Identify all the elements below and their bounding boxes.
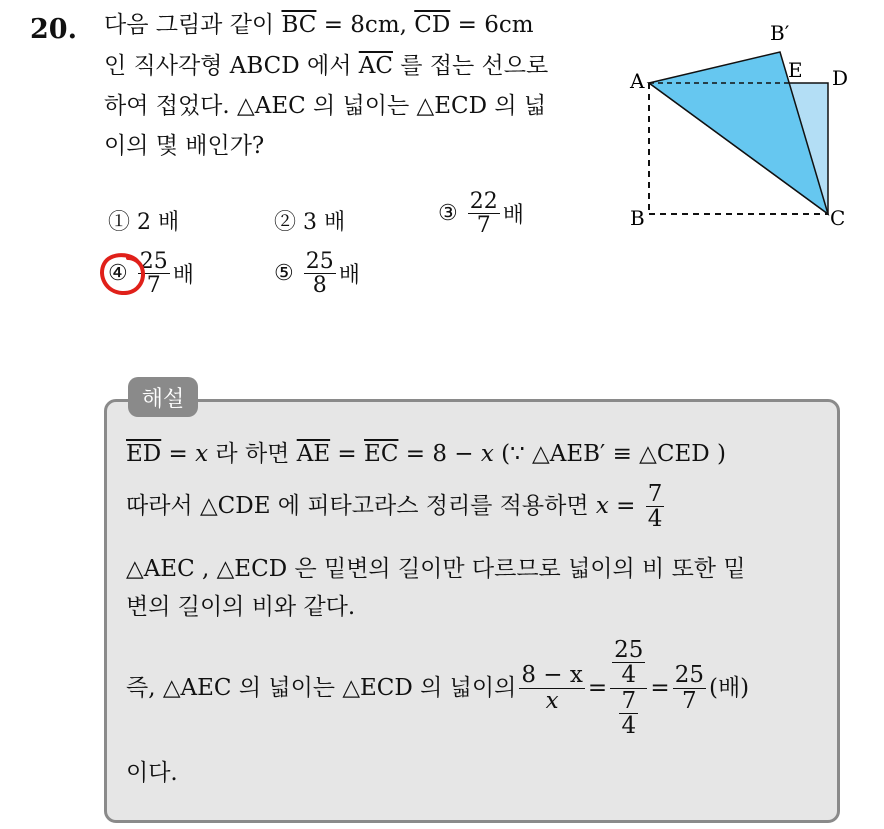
- solution-badge: 해설: [128, 377, 198, 417]
- choice-4[interactable]: ④ $\frac{25}{7}$ 배: [108, 249, 194, 299]
- solution-line-1: $\overline{ED} = x$ 라 하면 $\overline{AE} = \overline{EC} = 8 - x$ (∵ △AEB′ ≡ △CED ): [126, 441, 726, 467]
- question-line-1: 다음 그림과 같이 $\overline{BC} = 8cm$, $\overline{CD} = 6cm$: [104, 12, 534, 38]
- solution-line-3: △AEC , △ECD 은 밑변의 길이만 다르므로 넓이의 비 또한 밑: [126, 556, 746, 582]
- question-line-4: 이의 몇 배인가?: [104, 133, 265, 159]
- choice-3[interactable]: ③ $\frac{22}{7}$ 배: [438, 189, 524, 239]
- label-c: C: [830, 206, 846, 230]
- label-b-prime: B′: [770, 21, 790, 45]
- solution-line-2: 따라서 △CDE 에 피타고라스 정리를 적용하면 x = $\frac{7}{4}$: [126, 481, 663, 533]
- choice-5[interactable]: ⑤ $\frac{25}{8}$ 배: [274, 249, 360, 299]
- label-d: D: [832, 66, 849, 90]
- choice-1[interactable]: ① 2 배: [108, 210, 180, 235]
- solution-line-4: 변의 길이의 비와 같다.: [126, 594, 356, 620]
- segment-ac: $\overline{AC}$: [358, 53, 393, 79]
- question-line-3: 하여 접었다. △AEC 의 넓이는 △ECD 의 넓: [104, 93, 547, 119]
- solution-line-5: 즉, △AEC 의 넓이는 △ECD 의 넓이의 $\frac{8 - x}{x}$ = $\frac{\frac{25}{4}}{\frac{7}{4}}$ = $\frac{25}{7}$ (배): [126, 637, 750, 739]
- solution-line-6: 이다.: [126, 760, 178, 786]
- label-b: B: [630, 206, 645, 230]
- segment-bc: $\overline{BC}$: [281, 12, 317, 38]
- label-a: A: [630, 69, 645, 93]
- segment-cd: $\overline{CD}$: [414, 12, 451, 38]
- question-number: 20.: [30, 14, 77, 45]
- question-line-2: 인 직사각형 ABCD 에서 $\overline{AC}$ 를 접는 선으로: [104, 53, 549, 79]
- folded-rectangle-figure: [620, 15, 860, 240]
- choice-2[interactable]: ② 3 배: [274, 210, 346, 235]
- answer-circle-mark: [98, 250, 150, 298]
- label-e: E: [788, 58, 803, 82]
